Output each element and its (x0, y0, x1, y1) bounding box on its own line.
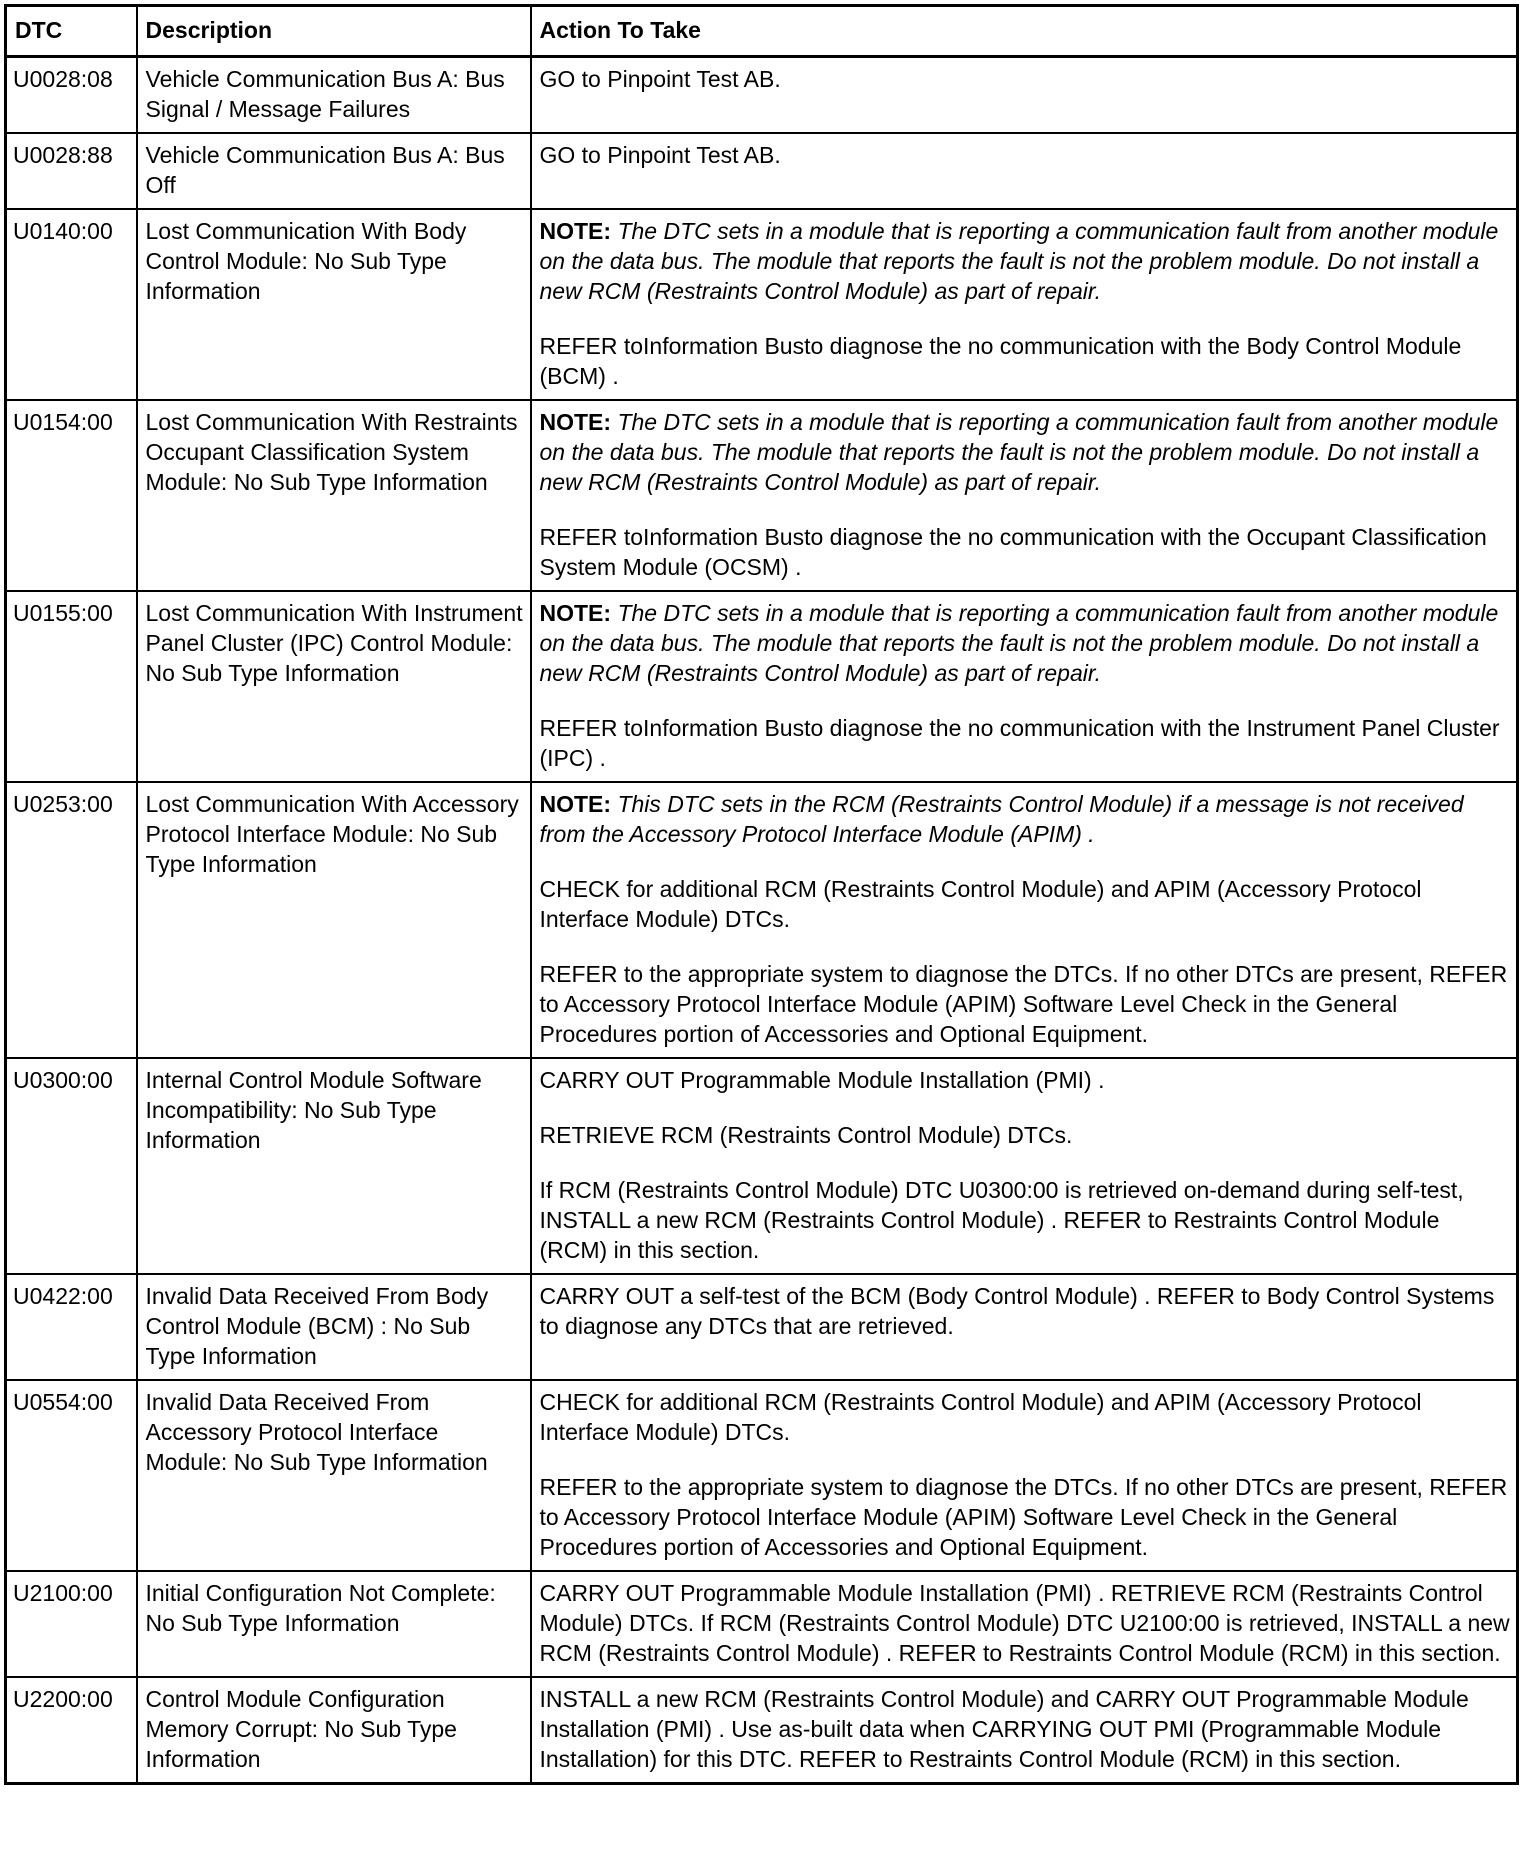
dtc-description: Lost Communication With Restraints Occupant Classification System Module: No Sub Type Information (137, 400, 531, 591)
dtc-code: U0028:08 (6, 57, 137, 134)
dtc-description: Initial Configuration Not Complete: No Sub Type Information (137, 1571, 531, 1677)
action-paragraph: CHECK for additional RCM (Restraints Control Module) and APIM (Accessory Protocol Interface Module) DTCs. (539, 1389, 1422, 1445)
table-row (6, 1677, 1518, 1784)
table-row (6, 133, 1518, 209)
note-text: The DTC sets in a module that is reporting a communication fault from another module on the data bus. The module that reports the fault is not the problem module. Do not install a new RCM (Restraints Control Module) as part of repair. (539, 409, 1499, 495)
dtc-description: Invalid Data Received From Body Control Module (BCM) : No Sub Type Information (137, 1274, 531, 1380)
dtc-table (4, 4, 1519, 1785)
action-paragraph: CARRY OUT Programmable Module Installation (PMI) . RETRIEVE RCM (Restraints Control Module) DTCs. If RCM (Restraints Control Module) DTC U2100:00 is retrieved, INSTALL a new RCM (Restraints Control Module) . REFER to Restraints Control Module (RCM) in this section. (539, 1580, 1510, 1666)
dtc-table-container (4, 4, 1516, 1785)
table-row (6, 591, 1518, 782)
dtc-code: U2100:00 (6, 1571, 137, 1677)
dtc-code: U0155:00 (6, 591, 137, 782)
dtc-code: U2200:00 (6, 1677, 137, 1784)
dtc-description: Internal Control Module Software Incompatibility: No Sub Type Information (137, 1058, 531, 1274)
table-row (6, 782, 1518, 1058)
action-to-take (531, 57, 1518, 134)
action-to-take (531, 591, 1518, 782)
header-dtc: DTC (6, 6, 137, 57)
note-text: The DTC sets in a module that is reporting a communication fault from another module on the data bus. The module that reports the fault is not the problem module. Do not install a new RCM (Restraints Control Module) as part of repair. (539, 218, 1499, 304)
note-label: NOTE: (539, 791, 612, 817)
dtc-code: U0253:00 (6, 782, 137, 1058)
note-label: NOTE: (539, 600, 612, 626)
action-paragraph: REFER to the appropriate system to diagnose the DTCs. If no other DTCs are present, REFER to Accessory Protocol Interface Module (APIM) Software Level Check in the General Procedures portion of Accessories and Optional Equipment. (539, 1474, 1508, 1560)
table-row (6, 1380, 1518, 1571)
action-paragraph: CARRY OUT Programmable Module Installation (PMI) . (539, 1067, 1105, 1093)
action-to-take (531, 400, 1518, 591)
dtc-code: U0140:00 (6, 209, 137, 400)
dtc-description: Invalid Data Received From Accessory Protocol Interface Module: No Sub Type Information (137, 1380, 531, 1571)
dtc-code: U0154:00 (6, 400, 137, 591)
note-paragraph (540, 789, 1511, 849)
dtc-description: Lost Communication With Accessory Protocol Interface Module: No Sub Type Information (137, 782, 531, 1058)
table-row (6, 1058, 1518, 1274)
note-text: The DTC sets in a module that is reporting a communication fault from another module on the data bus. The module that reports the fault is not the problem module. Do not install a new RCM (Restraints Control Module) as part of repair. (539, 600, 1499, 686)
action-to-take (531, 782, 1518, 1058)
table-row (6, 57, 1518, 134)
action-paragraph: REFER to the appropriate system to diagnose the DTCs. If no other DTCs are present, REFER to Accessory Protocol Interface Module (APIM) Software Level Check in the General Procedures portion of Accessories and Optional Equipment. (539, 961, 1508, 1047)
action-to-take (531, 1274, 1518, 1380)
table-row (6, 209, 1518, 400)
action-paragraph: RETRIEVE RCM (Restraints Control Module) DTCs. (539, 1122, 1073, 1148)
dtc-code: U0554:00 (6, 1380, 137, 1571)
note-label: NOTE: (539, 218, 612, 244)
action-to-take (531, 1058, 1518, 1274)
dtc-description: Lost Communication With Body Control Module: No Sub Type Information (137, 209, 531, 400)
table-row (6, 400, 1518, 591)
action-to-take (531, 133, 1518, 209)
header-description: Description (137, 6, 531, 57)
header-row (6, 6, 1518, 57)
dtc-description: Control Module Configuration Memory Corrupt: No Sub Type Information (137, 1677, 531, 1784)
action-to-take (531, 1571, 1518, 1677)
dtc-code: U0028:88 (6, 133, 137, 209)
action-paragraph: GO to Pinpoint Test AB. (539, 66, 781, 92)
action-paragraph: CHECK for additional RCM (Restraints Control Module) and APIM (Accessory Protocol Interface Module) DTCs. (539, 876, 1422, 932)
note-text: This DTC sets in the RCM (Restraints Control Module) if a message is not received from the Accessory Protocol Interface Module (APIM) . (539, 791, 1464, 847)
dtc-code: U0300:00 (6, 1058, 137, 1274)
dtc-description: Vehicle Communication Bus A: Bus Signal / Message Failures (137, 57, 531, 134)
dtc-table-body (6, 57, 1518, 1784)
action-paragraph: REFER toInformation Busto diagnose the no communication with the Occupant Classification System Module (OCSM) . (539, 524, 1487, 580)
note-paragraph (540, 407, 1511, 497)
action-paragraph: INSTALL a new RCM (Restraints Control Module) and CARRY OUT Programmable Module Installation (PMI) . Use as-built data when CARRYING OUT PMI (Programmable Module Installation) for this DTC. REFER to Restraints Control Module (RCM) in this section. (539, 1686, 1469, 1772)
action-to-take (531, 209, 1518, 400)
header-action: Action To Take (531, 6, 1518, 57)
dtc-description: Lost Communication With Instrument Panel Cluster (IPC) Control Module: No Sub Type Information (137, 591, 531, 782)
note-paragraph (540, 216, 1511, 306)
action-paragraph: REFER toInformation Busto diagnose the no communication with the Instrument Panel Cluster (IPC) . (539, 715, 1500, 771)
dtc-code: U0422:00 (6, 1274, 137, 1380)
action-paragraph: CARRY OUT a self-test of the BCM (Body Control Module) . REFER to Body Control Systems to diagnose any DTCs that are retrieved. (539, 1283, 1495, 1339)
dtc-description: Vehicle Communication Bus A: Bus Off (137, 133, 531, 209)
note-label: NOTE: (539, 409, 612, 435)
action-to-take (531, 1677, 1518, 1784)
table-row (6, 1274, 1518, 1380)
action-to-take (531, 1380, 1518, 1571)
table-row (6, 1571, 1518, 1677)
note-paragraph (540, 598, 1511, 688)
action-paragraph: REFER toInformation Busto diagnose the no communication with the Body Control Module (BCM) . (539, 333, 1462, 389)
action-paragraph: GO to Pinpoint Test AB. (539, 142, 781, 168)
action-paragraph: If RCM (Restraints Control Module) DTC U0300:00 is retrieved on-demand during self-test, INSTALL a new RCM (Restraints Control Module) . REFER to Restraints Control Module (RCM) in this section. (539, 1177, 1464, 1263)
